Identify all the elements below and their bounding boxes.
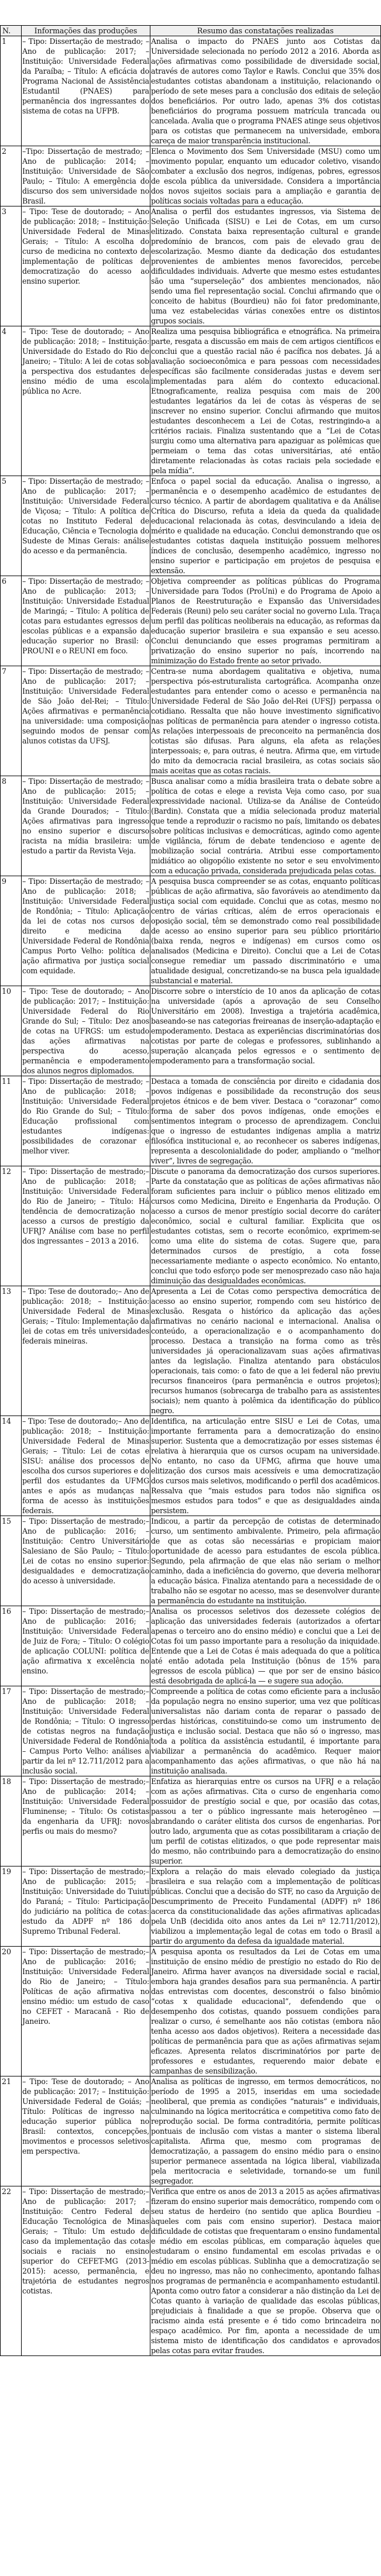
row-number: 14 — [1, 1416, 22, 1516]
row-number: 1 — [1, 36, 22, 146]
table-row — [1, 1076, 381, 1166]
table-row — [1, 146, 381, 206]
row-summary: Identifica, na articulação entre SISU e Lei de Cotas, uma importante ferramenta para a democratização do ensino superior. Sustenta que a democratização por esses sistemas é relativa à hierarquia que os cursos ocupam na universidade. No entanto, no caso da UFMG, afirma que houve uma elitização dos cursos mais acessíveis e uma democratização dos cursos mais seletivos, modificando o perfil dos acadêmicos. Ressalva que “mais estudos para todos não significa os mesmos estudos para todos” e que as desigualdades ainda persistem. — [151, 1417, 380, 1515]
table-row — [1, 986, 381, 1076]
row-summary: Enfatiza as hierarquias entre os cursos na UFRJ e a relação com as ações afirmativas. Cita o curso de engenharia como possuidor de prestígio social e que, por ocasião das cotas, passou a ter o público ingressante mais heterogêneo — abrandando o caráter elitista dos cursos de engenharias. Por outro lado, argumenta que as cotas possibilitaram a criação de um perfil de cotistas elitizados, o que pode representar mais do mesmo, não contribuindo para a democratização do ensino superior. — [151, 1777, 380, 1865]
row-number: 15 — [1, 1516, 22, 1606]
row-info: – Tipo: Dissertação de mestrado; – Ano de publicação: 2017; – Instituição: Universidade Federal de São João del-Rei; – Título: Ações afirmativas e permanência na universidade: uma composição seguindo modos de pensar com alunos cotistas da UFSJ. — [22, 666, 150, 776]
row-number: 2 — [1, 146, 22, 206]
table-row — [1, 1947, 381, 2076]
row-info: – Tipo: Dissertação de mestrado;– Ano de publicação: 2016; – Instituição: Universidade Federal de Juiz de Fora; – Título: O colégio de aplicação COLUNI: política de ação afirmativa x excelência no ensino. — [22, 1606, 150, 1686]
row-number: 5 — [1, 476, 22, 576]
table-header-row — [1, 26, 381, 36]
table-row — [1, 1866, 381, 1947]
table-row — [1, 876, 381, 986]
row-summary: Realiza uma pesquisa bibliográfica e etnográfica. Na primeira parte, resgata a discussão em mais de cem artigos científicos e conclui que a questão racial não é pacífica nos debates. Já a avaliação socioeconômica e para pessoas com necessidades específicas são facilmente consideradas justas e devem ser implementadas para além do contexto educacional. Etnograficamente, realiza pesquisa com mais de 200 estudantes legatários da lei de cotas às vésperas de se inscrever no ensino superior. Conclui afirmando que muitos estudantes desconhecem a Lei de Cotas, restringindo-a a critérios raciais. Finaliza sustentando que a “Lei de Cotas surgiu como uma alternativa para apaziguar as polêmicas que permeiam o tema das cotas universitárias, até então diretamente relacionadas às cotas raciais pela sociedade e pela mídia”. — [151, 327, 380, 475]
header-summary: Resumo das constatações realizadas — [150, 26, 381, 36]
row-info: – Tipo: Dissertação de mestrado;– Ano de publicação: 2016; – Instituição: Universidade Federal do Rio de Janeiro; – Título: Políticas de ação afirmativa no ensino médio: um estudo de caso no CEFET - Maracanã - Rio de Janeiro. — [22, 1947, 150, 2076]
table-row — [1, 666, 381, 776]
table-row — [1, 576, 381, 666]
row-number: 18 — [1, 1776, 22, 1866]
row-info: – Tipo: Tese de doutorado;– Ano de publicação: 2018; – Instituição: Universidade Federal de Minas Gerais; – Título: Lei de cotas e SISU: análise dos processos de escolha dos cursos superiores e do perfil dos estudantes da UFMG antes e após as mudanças na forma de acesso às instituições federais. — [22, 1417, 149, 1515]
row-number: 3 — [1, 206, 22, 326]
table-row — [1, 1516, 381, 1606]
table-row — [1, 1166, 381, 1286]
row-number: 11 — [1, 1076, 22, 1166]
table-row — [1, 776, 381, 876]
row-number: 13 — [1, 1286, 22, 1416]
row-info: – Tipo: Dissertação de mestrado;– Ano de publicação: 2016; – Instituição: Centro Universitário Salesiano de São Paulo; – Título: Lei de cotas no ensino superior: desigualdades e democratização do acesso à universidade. — [22, 1516, 150, 1606]
row-number: 21 — [1, 2076, 22, 2186]
row-summary: Busca analisar como a mídia brasileira trata o debate sobre a política de cotas e elege a revista Veja como caso, por sua expressividade nacional. Utiliza-se da Análise de Conteúdo (Bardin). Constata que a mídia selecionada produz material que tende a reproduzir o racismo no país, limitando os debates sobre políticas inclusivas e democráticas, agindo como agente de vigilância, fórum de debate tendencioso e agente de mobilização social contrária. Atribui esse comportamento midiático ao oligopólio existente no setor e seu envolvimento com a educação privada, considerada prejudicada pelas cotas. — [151, 777, 380, 875]
table-row — [1, 326, 381, 476]
row-number: 4 — [1, 326, 22, 476]
table-row — [1, 36, 381, 146]
row-summary: Analisa os processos seletivos dos dezessete colégios de aplicação das universidades federais (autorizados a ofertar apenas o terceiro ano do ensino médio) e conclui que a Lei de Cotas foi um passo importante para a resolução da iniquidade. Entende que a Lei de Cotas é mais adequada do que a política até então adotada pela Instituição (bônus de 15% para egressos de escola pública) — que por ser de ensino básico está desobrigada de aplicá-la — e sugere sua adoção. — [151, 1607, 380, 1685]
table-row — [1, 2076, 381, 2186]
row-info: – Tipo: Tese de doutorado; – Ano de publicação: 2018; – Instituição: Universidade Federal de Minas Gerais; – Título: A escolha do curso de medicina no contexto de implementação de políticas de democratização do acesso ao ensino superior. — [22, 206, 150, 326]
table-body — [1, 36, 381, 2356]
row-info: – Tipo: Tese de doutorado; – Ano de publicação: 2017; – Instituição: Universidade Federal do Rio Grande do Sul; – Título: Dez anos de cotas na UFRGS: um estudo das ações afirmativas na perspectiva do acesso, permanência e empoderamento dos alunos negros diplomados. — [22, 987, 149, 1075]
row-number: 16 — [1, 1606, 22, 1686]
row-number: 19 — [1, 1866, 22, 1947]
table-row — [1, 1286, 381, 1416]
table-row — [1, 2186, 381, 2356]
row-info: – Tipo: Tese de doutorado;– Ano de publicação: 2018; – Instituição: Universidade Federal de Minas Gerais; – Título: Implementação da lei de cotas em três universidades federais mineiras. — [22, 1286, 150, 1416]
row-number: 20 — [1, 1947, 22, 2076]
row-info: –Tipo: Dissertação de mestrado; – Ano de publicação: 2014; – Instituição: Universidade de São Paulo; – Título: A emergência do discurso dos sem universidade no Brasil. — [22, 147, 149, 205]
row-summary: Elenca o Movimento dos Sem Universidade (MSU) como um movimento popular, enquanto um educador coletivo, visando combater a exclusão dos negros, indígenas, pobres, egressos de escola pública da universidade. Considera a importância dos novos sujeitos sociais para a ampliação e garantia de políticas sociais voltadas para a educação. — [151, 147, 380, 205]
row-number: 9 — [1, 876, 22, 986]
row-number: 8 — [1, 776, 22, 876]
row-info: – Tipo: Dissertação de mestrado;– Ano de publicação: 2015; – Instituição: Universidade do Tuiuti do Paraná; – Título: Participação do judiciário na política de cotas: estudo da ADPF nº 186 do Supremo Tribunal Federal. — [22, 1866, 150, 1947]
row-info: – Tipo: Tese de doutorado; – Ano de publicação: 2018; – Instituição: Universidade do Estado do Rio de Janeiro; – Título: A lei de cotas sob a perspectiva dos estudantes de ensino médio de uma escola pública no Acre. — [22, 326, 150, 476]
row-info: – Tipo: Dissertação de mestrado; – Ano de publicação: 2018; – Instituição: Universidade Federal de Rondônia; – Título: Aplicação da lei de cotas nos cursos de direito e medicina da Universidade Federal de Rondônia Campus Porto Velho: política de ação afirmativa por justiça social com equidade. — [22, 876, 150, 986]
row-number: 17 — [1, 1686, 22, 1776]
row-summary: Analisa o perfil dos estudantes ingressos, via Sistema de Seleção Unificada (SISU) e Lei de Cotas, em um curso elitizado. Constata baixa representação cultural e grande predomínio de brancos, com pais de elevado grau de escolarização. Mesmo diante da dedicação dos estudantes provenientes de ambientes menos favorecidos, percebe dificuldades individuais. Adverte que mesmo estes estudantes são uma “superseleção” dos ambientes mencionados, não sendo uma fiel representação social. Conclui afirmando que o conceito de habitus (Bourdieu) não foi fator predominante, uma vez estabelecidas várias conexões entre os distintos grupos sociais. — [151, 207, 380, 325]
row-info: – Tipo: Dissertação de mestrado; – Ano de publicação: 2017; – Instituição: Universidade Federal da Paraíba; – Título: A eficácia do Programa Nacional de Assistência Estudantil (PNAES) para permanência dos ingressantes do sistema de cotas na UFPB. — [22, 36, 150, 146]
row-summary: Discute o panorama da democratização dos cursos superiores. Parte da constatação que as políticas de ações afirmativas não foram suficientes para incluir o público menos elitizado em cursos como Medicina, Direito e Engenharia da Produção. O acesso a cursos de menor prestígio social decorre do caráter econômico, social e cultural familiar. Explicita que os estudantes cotistas, sem o recorte econômico, exprimem-se como uma elite do sistema de cotas. Sugere que, para determinados cursos de prestígio, a cota fosse necessariamente mediante o aspecto econômico. No entanto, conclui que todo esforço pode ser menosprezado caso não haja diminuição das desigualdades econômicas. — [151, 1167, 380, 1285]
row-summary: Apresenta a Lei de Cotas como perspectiva democrática de acesso ao ensino superior, rompendo com seu histórico de exclusão. Resgata o histórico da aplicação das ações afirmativas no cenário nacional e internacional. Analisa o conteúdo, a operacionalização e o acompanhamento do processo. Destaca a transição na forma como as três universidades já operacionalizavam suas ações afirmativas antes da legislação. Finaliza atentando para obstáculos operacionais, tais como: o fato de que a lei federal não previu recursos financeiros (para permanência e outros projetos); recursos humanos (sobrecarga de trabalho para as assistentes sociais); nem quanto à polêmica da identificação do público negro. — [151, 1287, 380, 1415]
row-summary: Indicou, a partir da percepção de cotistas de determinado curso, um sentimento ambivalente. Primeiro, pela afirmação de que as cotas são necessárias e propiciam maior oportunidade de acesso para estudantes de escola pública. Segundo, pela afirmação de que elas não seriam o melhor caminho, dada a ineficiência do governo, que deveria melhorar a educação básica. Finaliza atentando para a necessidade de o trabalho não se esgotar no acesso, mas se desenvolver durante a permanência do estudante na instituição. — [151, 1517, 380, 1605]
row-summary: Centra-se numa abordagem qualitativa e objetiva, numa perspectiva pós-estruturalista cartográfica. Acompanha onze estudantes para entender como o acesso e permanência na Universidade Federal de São João del-Rei (UFSJ) perpassa o cotidiano. Ressalta que não houve investimento significativo nas políticas de permanência para atender o ingresso cotista. As relações interpessoais de preconceito na permanência dos cotistas são difusas. Para alguns, ela afeta as relações interpessoais; e, para outras, é neutra. Afirma que, em virtude do mito da democracia racial brasileira, as cotas sociais são mais aceitas que as cotas raciais. — [151, 667, 380, 775]
row-number: 22 — [1, 2186, 22, 2356]
row-info: – Tipo: Dissertação de mestrado;– Ano de publicação: 2014; – Instituição: Universidade Federal Fluminense; – Título: Os cotistas da engenharia da UFRJ: novos perfis ou mais do mesmo? — [22, 1776, 150, 1866]
row-number: 7 — [1, 666, 22, 776]
row-summary: Discorre sobre o interstício de 10 anos da aplicação de cotas na universidade (após a aprovação de seu Conselho Universitário em 2008). Investiga a trajetória acadêmica, baseando-se nas categorias freireanas de inserção-adaptação e empoderamento. Destaca as experiências discriminatórias dos cotistas por parte de colegas e professores, sublinhando a superação alcançada pelos egressos e o sentimento de empoderamento para a transformação social. — [150, 986, 381, 1076]
row-summary: Verifica que entre os anos de 2013 a 2015 as ações afirmativas fizeram do ensino superior mais democrático, rompendo com o seu status de herdeiro (no sentido que aplica Bourdieu – àqueles com pais com ensino superior). Destaca maior dificuldade de cotistas que frequentaram o ensino fundamental e médio em escolas públicas, em comparação àqueles que estudaram o ensino fundamental em escolas privadas e o médio em escolas públicas. Sublinha que a democratização se deu no ingresso, mas não no conhecimento, apontando falhas nos programas de permanência e acompanhamento estudantil. Aponta como outro fator a considerar a não distinção da Lei de Cotas quanto à variação de qualidade das escolas públicas, prejudiciais à finalidade a que se propõe. Observa que o racismo ainda está presente e é tido como brincadeira no espaço acadêmico. Por fim, aponta a necessidade de um sistema misto de identificação dos candidatos e aprovados pelas cotas para evitar fraudes. — [151, 2187, 380, 2355]
row-summary: Analisa o impacto do PNAES junto aos Cotistas da Universidade selecionada no período 2012 a 2016. Aborda as ações afirmativas como possibilidade de diversidade social, através de autores como Taylor e Rawls. Conclui que 35% dos estudantes cotistas abandonam a instituição, relacionando o período de sete meses para a conclusão dos editais de seleção dos beneficiários. Por outro lado, apenas 3% dos cotistas beneficiários do programa possuem matrícula trancada ou cancelada. Avalia que o programa PNAES atinge seus objetivos para os cotistas que permanecem na universidade, embora careça de maior transparência institucional. — [151, 37, 380, 145]
row-number: 10 — [1, 986, 22, 1076]
row-info: – Tipo: Dissertação de mestrado; – Ano de publicação: 2017; – Instituição: Universidade Federal de Viçosa; – Título: A política de cotas no Instituto Federal de Educação, Ciência e Tecnologia do Sudeste de Minas Gerais: análise do acesso e da permanência. — [22, 476, 150, 576]
row-summary: Compreende a política de cotas como eficiente para a inclusão da população negra no ensino superior, uma vez que políticas universalistas não dariam conta de reparar o passado de perdas históricas, constituindo-se como um instrumento de justiça e inclusão social. Destaca que não só o ingresso, mas toda a política da assistência estudantil, é importante para viabilizar a permanência do acadêmico. Requer maior acompanhamento das ações afirmativas, o que não há na instituição analisada. — [151, 1687, 380, 1775]
row-info: – Tipo: Dissertação de mestrado;– Ano de publicação: 2018; – Instituição: Universidade Federal de Rondônia; – Título: O ingresso de cotistas negros na fundação Universidade Federal de Rondônia – Campus Porto Velho: análises a partir da lei nº 12.711/2012 para a inclusão social. — [22, 1687, 149, 1775]
row-number: 12 — [1, 1166, 22, 1286]
row-summary: A pesquisa busca compreender se as cotas, enquanto políticas públicas de ação afirmativa, são favoráveis ao atendimento da justiça social com equidade. Conclui que as cotas, mesmo no centro de várias críticas, além de erros operacionais e oposição social, têm se demonstrado como real possibilidade de acesso ao ensino superior para seu público prioritário (baixa renda, negros e indígenas) em cursos como os analisados (Medicina e Direito). Conclui que a Lei de Cotas consegue remediar um passado discriminatório e uma atualidade desigual, concretizando-se na busca pela igualdade substancial e material. — [151, 877, 380, 985]
row-summary: Objetiva compreender as políticas públicas do Programa Universidade para Todos (ProUni) e do Programa de Apoio a Planos de Reestruturação e Expansão das Universidades Federais (Reuni) pelo seu caráter social no governo Lula. Traça um perfil das políticas neoliberais na educação, as reformas da educação superior brasileira e sua expansão e seu acesso. Conclui denunciando que esses programas permitiram a privatização do ensino superior no país, incorrendo na minimização do Estado frente ao setor privado. — [151, 577, 380, 665]
row-info: – Tipo: Dissertação de mestrado;– Ano de publicação: 2018; – Instituição: Universidade Federal do Rio de Janeiro; – Título: Há tendência de democratização no acesso a cursos de prestígio da UFRJ? Análise com base no perfil dos ingressantes – 2013 a 2016. — [22, 1166, 150, 1286]
row-info: – Tipo: Dissertação de mestrado; – Ano de publicação: 2015; – Instituição: Universidade Federal da Grande Dourados; – Título: Ações afirmativas para ingresso no ensino superior e discurso racista na mídia brasileira: um estudo a partir da Revista Veja. — [22, 776, 150, 876]
row-summary: Enfoca o papel social da educação. Analisa o ingresso, a permanência e o desempenho acadêmico de estudantes de curso técnico. A partir de abordagem qualitativa e da Análise Crítica do Discurso, refuta a ideia da queda da qualidade educacional relacionada às cotas, desvinculando a ideia de mérito e qualidade na educação. Conclui demonstrando que os estudantes cotistas daquela instituição possuem melhores índices de conclusão, desempenho acadêmico, ingresso no ensino superior e participação em projetos de pesquisa e extensão. — [151, 477, 380, 575]
table-row — [1, 1416, 381, 1516]
table-row — [1, 1686, 381, 1776]
table-row — [1, 476, 381, 576]
row-summary: Destaca a tomada de consciência por direito e cidadania dos povos indígenas e possibilidade da reconstrução dos seus projetos étnicos e de bem viver. Destaca o “corazonar” como forma de saber dos povos indígenas, onde emoções e sentimentos integram o processo de aprendizagem. Conclui que o ingresso de estudantes indígenas amplia a matriz filosófica institucional e, ao reconhecer os saberes indígenas, representa a descolonialidade do poder, ampliando o “melhor viver”, livres de segregação. — [151, 1077, 380, 1165]
row-number: 6 — [1, 576, 22, 666]
row-summary: Analisa as políticas de ingresso, em termos democráticos, no período de 1995 a 2015, inseridas em uma sociedade neoliberal, que premia as condições “naturais” e individuais, culminando na lógica meritocrática e competitiva como fato de reprodução social. De forma contraditória, permite políticas pontuais de inclusão com vistas a manter o sistema liberal capitalista. Afirma que, mesmo com programas de democratização, a passagem do ensino médio para o ensino superior permanece assentada na lógica liberal, viabilizada pela meritocracia e seletividade, tornando-se um funil segregador. — [151, 2077, 380, 2185]
productions-table — [0, 25, 381, 2356]
row-info: – Tipo: Dissertação de mestrado; – Ano de publicação: 2013; – Instituição: Universidade Estadual de Maringá; – Título: A política de cotas para estudantes egressos de escolas públicas e a expansão da educação superior no Brasil: o PROUNI e o REUNI em foco. — [22, 576, 150, 666]
row-summary: A pesquisa aponta os resultados da Lei de Cotas em uma instituição de ensino médio de prestígio no estado do Rio de Janeiro. Afirma haver avanços na diversidade social e racial, embora haja grandes desafios para sua permanência. A partir das entrevistas com docentes, desconstrói o falso binômio “cotas x qualidade educacional”, defendendo que o desempenho dos cotistas, quando possuem condições para realizar o curso, é semelhante aos não cotistas (embora não tenha acesso aos dados objetivos). Reitera a necessidade das políticas de permanência para que as ações afirmativas sejam eficazes. Apresenta relatos discriminatórios por parte de professores e estudantes, requerendo maior debate e campanhas de sensibilização. — [151, 1947, 380, 2075]
row-info: – Tipo: Dissertação de mestrado;– Ano de publicação: 2017; – Instituição: Centro Federal de Educação Tecnológica de Minas Gerais; – Título: Um estudo de caso da implementação das cotas sociais e raciais no ensino superior do CEFET-MG (2013-2015): acesso, permanência, e trajetória de estudantes negros cotistas. — [22, 2186, 150, 2356]
header-info: Informações das produções — [22, 26, 150, 36]
header-number: N. — [1, 26, 22, 36]
row-info: – Tipo: Dissertação de mestrado; – Ano de publicação: 2018; – Instituição: Universidade Federal do Rio Grande do Sul; – Título: Educação profissional com estudantes indígenas: possibilidades de corazonar e melhor viver. — [22, 1076, 150, 1166]
table-row — [1, 1606, 381, 1686]
table-row — [1, 206, 381, 326]
row-info: – Tipo: Tese de doutorado; – Ano de publicação: 2017; – Instituição: Universidade Federal de Goiás; – Título: Políticas de ingresso na educação superior pública no Brasil: contextos, concepções, movimentos e processos seletivos em perspectiva. — [22, 2076, 150, 2186]
table-row — [1, 1776, 381, 1866]
row-summary: Explora a relação do mais elevado colegiado da justiça brasileira e sua relação com a implementação de políticas públicas. Conclui que a decisão do STF, no caso da Arguição de Descumprimento de Preceito Fundamental (ADPF) nº 186 acerca da constitucionalidade das ações afirmativas aplicadas pela UnB (decidida oito anos antes da Lei nº 12.711/2012), viabilizou a implementação legal de cotas em todo o Brasil a partir do argumento da defesa da igualdade material. — [151, 1867, 380, 1945]
